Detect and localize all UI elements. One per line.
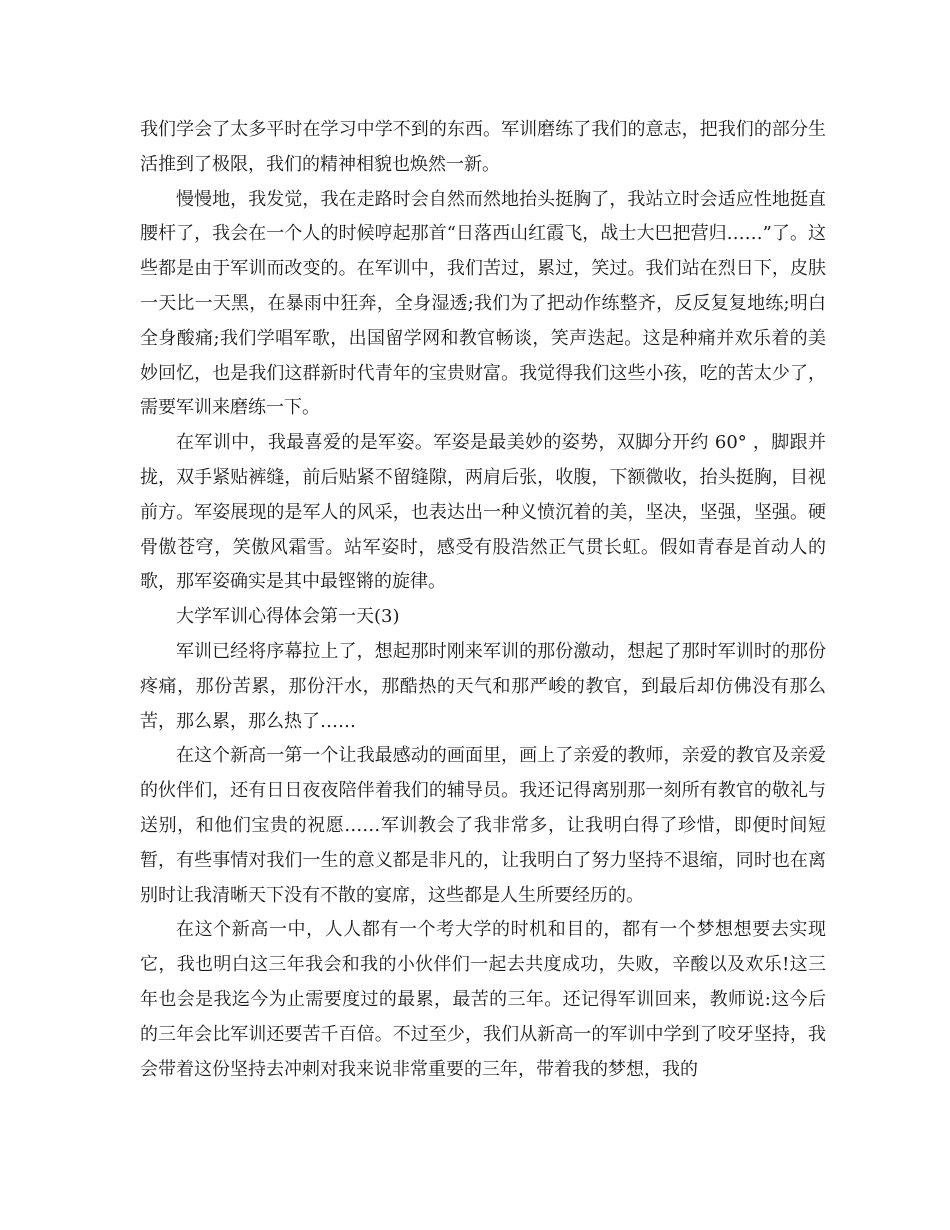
- paragraph-2: 慢慢地，我发觉，我在走路时会自然而然地抬头挺胸了，我站立时会适应性地挺直腰杆了，我会在一个人的时候哼起那首“日落西山红霞飞，战士大巴把营归……”了。这些都是由于军训而改变的。在军训中，我们苦过，累过，笑过。我们站在烈日下，皮肤一天比一天黑，在暴雨中狂奔，全身湿透;我们为了把动作练整齐，反反复复地练;明白全身酸痛;我们学唱军歌，出国留学网和教官畅谈，笑声迭起。这是种痛并欢乐着的美妙回忆，也是我们这群新时代青年的宝贵财富。我觉得我们这些小孩，吃的苦太少了，需要军训来磨练一下。: [140, 188, 826, 419]
- paragraph-1: 我们学会了太多平时在学习中学不到的东西。军训磨练了我们的意志，把我们的部分生活推到了极限，我们的精神相貌也焕然一新。: [140, 119, 826, 175]
- section-heading: 大学军训心得体会第一天(3): [176, 606, 400, 628]
- paragraph-4: 军训已经将序幕拉上了，想起那时刚来军训的那份激动，想起了那时军训时的那份疼痛，那份苦累，那份汗水，那酷热的天气和那严峻的教官，到最后却仿佛没有那么苦，那么累，那么热了……: [140, 640, 826, 732]
- paragraph-5: 在这个新高一第一个让我最感动的画面里，画上了亲爱的教师，亲爱的教官及亲爱的伙伴们，还有日日夜夜陪伴着我们的辅导员。我还记得离别那一刻所有教官的敬礼与送别，和他们宝贵的祝愿……军训教会了我非常多，让我明白得了珍惜，即便时间短暂，有些事情对我们一生的意义都是非凡的，让我明白了努力坚持不退缩，同时也在离别时让我清晰天下没有不散的宴席，这些都是人生所要经历的。: [140, 745, 826, 906]
- paragraph-3: 在军训中，我最喜爱的是军姿。军姿是最美妙的姿势，双脚分开约 60° ，脚跟并拢，双手紧贴裤缝，前后贴紧不留缝隙，两肩后张，收腹，下额微收，抬头挺胸，目视前方。军姿展现的是军人的风采，也表达出一种义愤沉着的美，坚决，坚强，坚强。硬骨傲苍穹，笑傲风霜雪。站军姿时，感受有股浩然正气贯长虹。假如青春是首动人的歌，那军姿确实是其中最铿锵的旋律。: [140, 432, 826, 593]
- document-body: [140, 113, 826, 1087]
- paragraph-6: 在这个新高一中，人人都有一个考大学的时机和目的，都有一个梦想想要去实现它，我也明白这三年我会和我的小伙伴们一起去共度成功，失败，辛酸以及欢乐!这三年也会是我迄今为止需要度过的最累，最苦的三年。还记得军训回来，教师说:这今后的三年会比军训还要苦千百倍。不过至少，我们从新高一的军训中学到了咬牙坚持，我会带着这份坚持去冲刺对我来说非常重要的三年，带着我的梦想，我的: [140, 919, 826, 1080]
